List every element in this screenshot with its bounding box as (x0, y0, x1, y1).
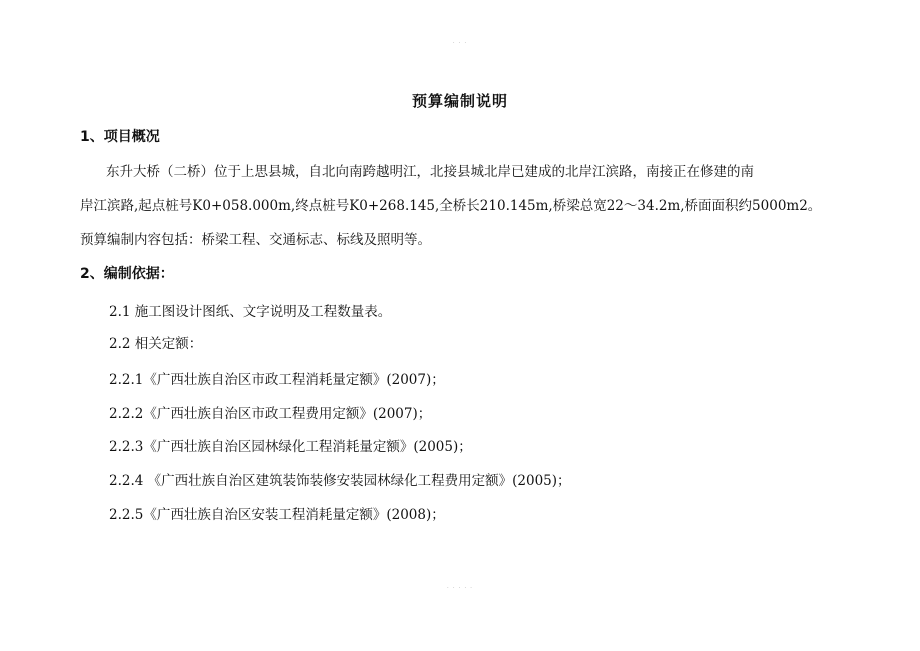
basis-item: 2.2.4 《广西壮族自治区建筑装饰装修安装园林绿化工程费用定额》(2005)； (109, 473, 571, 489)
paragraph-line: 岸江滨路,起点桩号K0+058.000m,终点桩号K0+268.145,全桥长210.145m,桥梁总宽22～34.2m,桥面面积约5000m2。 (80, 198, 822, 214)
basis-item: 2.2.1《广西壮族自治区市政工程消耗量定额》(2007)； (109, 372, 445, 388)
basis-item: 2.2 相关定额： (109, 336, 203, 352)
basis-item: 2.1 施工图设计图纸、文字说明及工程数量表。 (109, 304, 392, 320)
paragraph-line: 预算编制内容包括：桥梁工程、交通标志、标线及照明等。 (80, 232, 431, 248)
basis-item: 2.2.2《广西壮族自治区市政工程费用定额》(2007)； (109, 406, 432, 422)
document-title: 预算编制说明 (411, 92, 508, 110)
basis-item: 2.2.3《广西壮族自治区园林绿化工程消耗量定额》(2005)； (109, 439, 472, 455)
header-mark: · · · (452, 40, 468, 47)
section-1-paragraph (80, 155, 850, 257)
paragraph-line: 东升大桥（二桥）位于上思县城，自北向南跨越明江，北接县城北岸已建成的北岸江滨路，南接正在修建的南 (106, 164, 754, 180)
basis-item: 2.2.5《广西壮族自治区安装工程消耗量定额》(2008)； (109, 507, 445, 523)
section-1-heading: 1、项目概况 (80, 129, 160, 145)
footer-mark: · · · · · (446, 585, 474, 592)
section-2-heading: 2、编制依据： (80, 266, 174, 282)
